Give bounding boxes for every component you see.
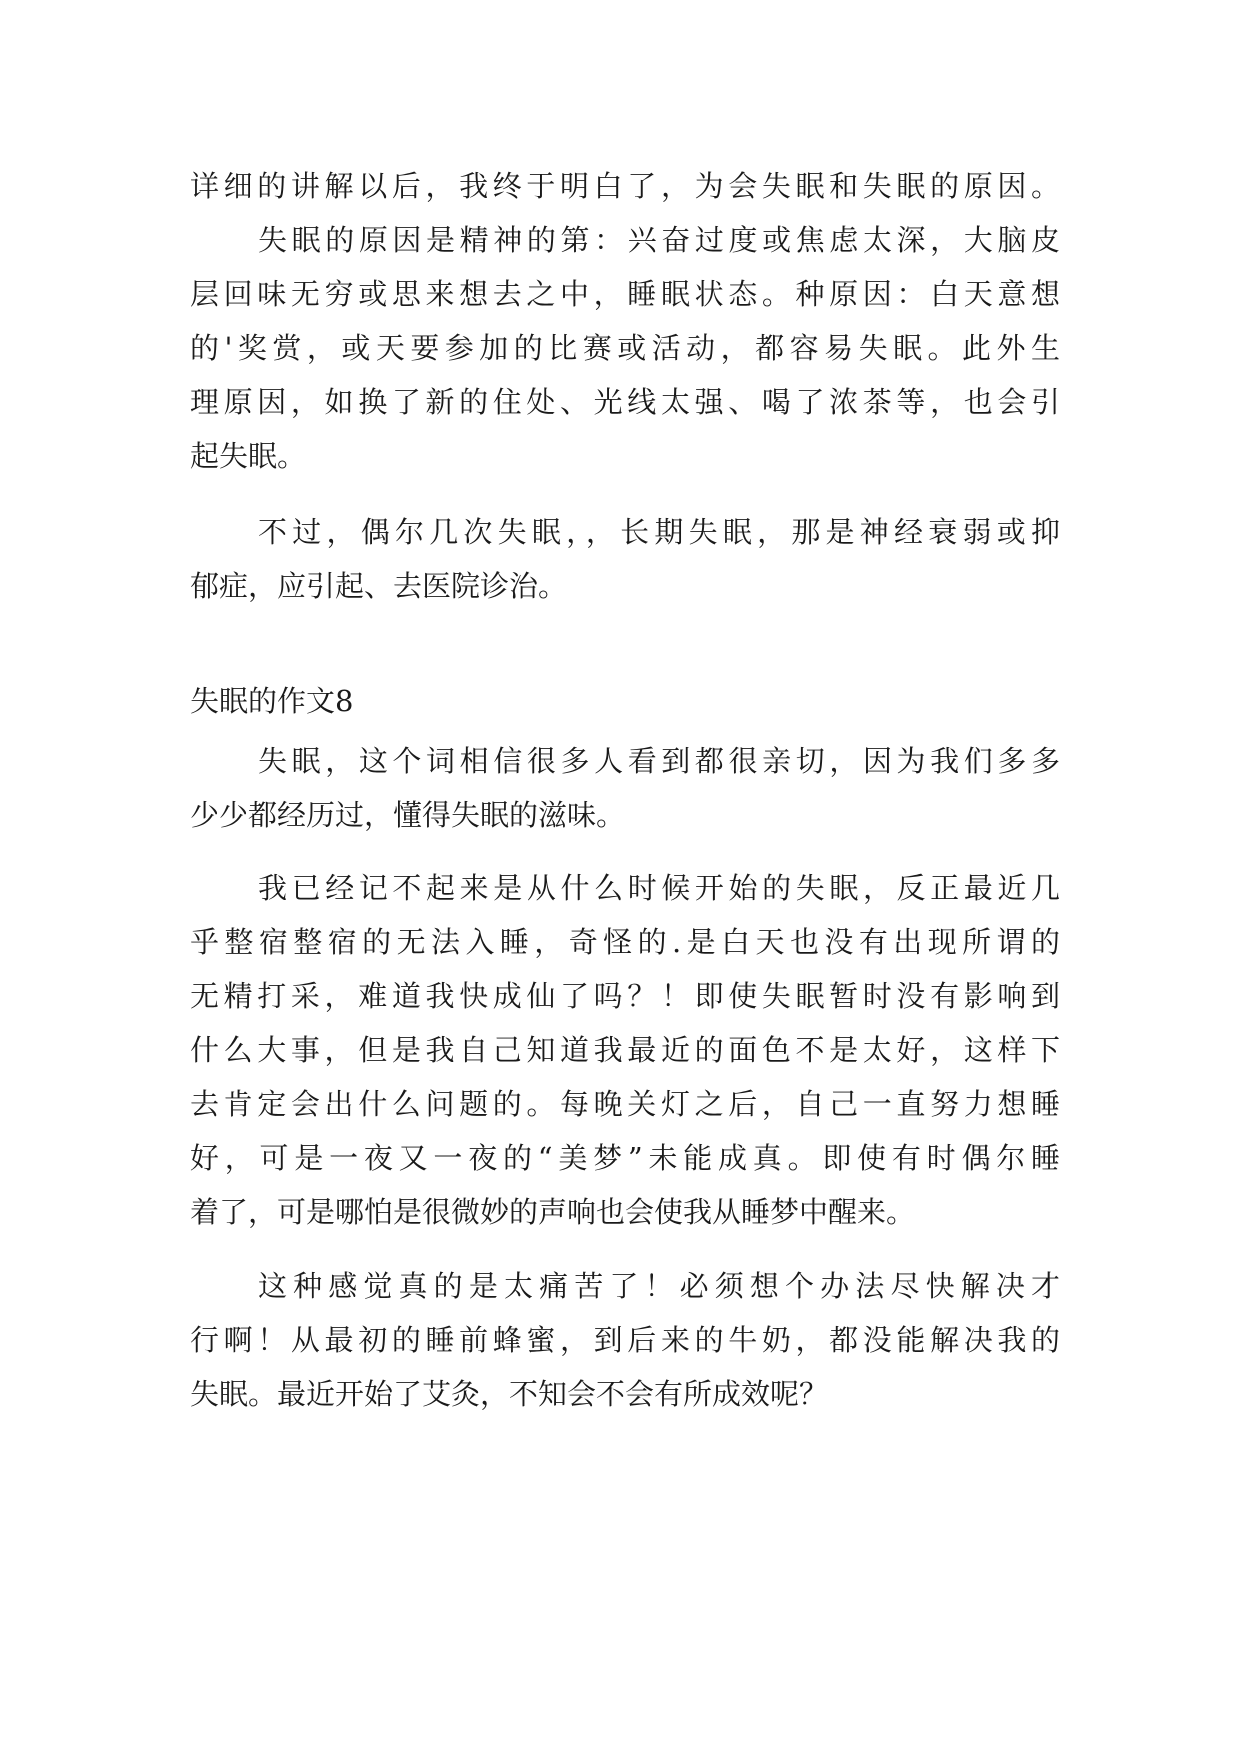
text-line: 层回味无穷或思来想去之中，睡眠状态。种原因：白天意想 xyxy=(190,277,1060,311)
text-line: 起失眠。 xyxy=(190,439,307,473)
text-line: 去肯定会出什么问题的。每晚关灯之后，自己一直努力想睡 xyxy=(190,1087,1060,1121)
text-line: 详细的讲解以后，我终于明白了，为会失眠和失眠的原因。 xyxy=(190,169,1060,203)
text-line: 的'奖赏，或天要参加的比赛或活动，都容易失眠。此外生 xyxy=(190,331,1060,365)
text-line: 行啊！从最初的睡前蜂蜜，到后来的牛奶，都没能解决我的 xyxy=(190,1323,1060,1357)
text-line: 什么大事，但是我自己知道我最近的面色不是太好，这样下 xyxy=(190,1033,1060,1067)
text-line: 郁症，应引起、去医院诊治。 xyxy=(190,569,568,603)
text-line: 失眠，这个词相信很多人看到都很亲切，因为我们多多 xyxy=(258,744,1060,778)
section-heading: 失眠的作文8 xyxy=(190,684,354,718)
text-line: 这种感觉真的是太痛苦了！必须想个办法尽快解决才 xyxy=(258,1269,1060,1303)
text-line: 失眠。最近开始了艾灸，不知会不会有所成效呢？ xyxy=(190,1377,829,1411)
text-line: 失眠的原因是精神的第：兴奋过度或焦虑太深，大脑皮 xyxy=(258,223,1060,257)
text-line: 无精打采，难道我快成仙了吗？！即使失眠暂时没有影响到 xyxy=(190,979,1060,1013)
text-line: 乎整宿整宿的无法入睡，奇怪的.是白天也没有出现所谓的 xyxy=(190,925,1060,959)
text-line: 理原因，如换了新的住处、光线太强、喝了浓茶等，也会引 xyxy=(190,385,1060,419)
text-line: 着了，可是哪怕是很微妙的声响也会使我从睡梦中醒来。 xyxy=(190,1195,916,1229)
text-line: 好，可是一夜又一夜的“美梦”未能成真。即使有时偶尔睡 xyxy=(190,1141,1060,1175)
text-line: 不过，偶尔几次失眠，，长期失眠，那是神经衰弱或抑 xyxy=(258,515,1060,549)
text-line: 我已经记不起来是从什么时候开始的失眠，反正最近几 xyxy=(258,871,1060,905)
text-line: 少少都经历过，懂得失眠的滋味。 xyxy=(190,798,626,832)
